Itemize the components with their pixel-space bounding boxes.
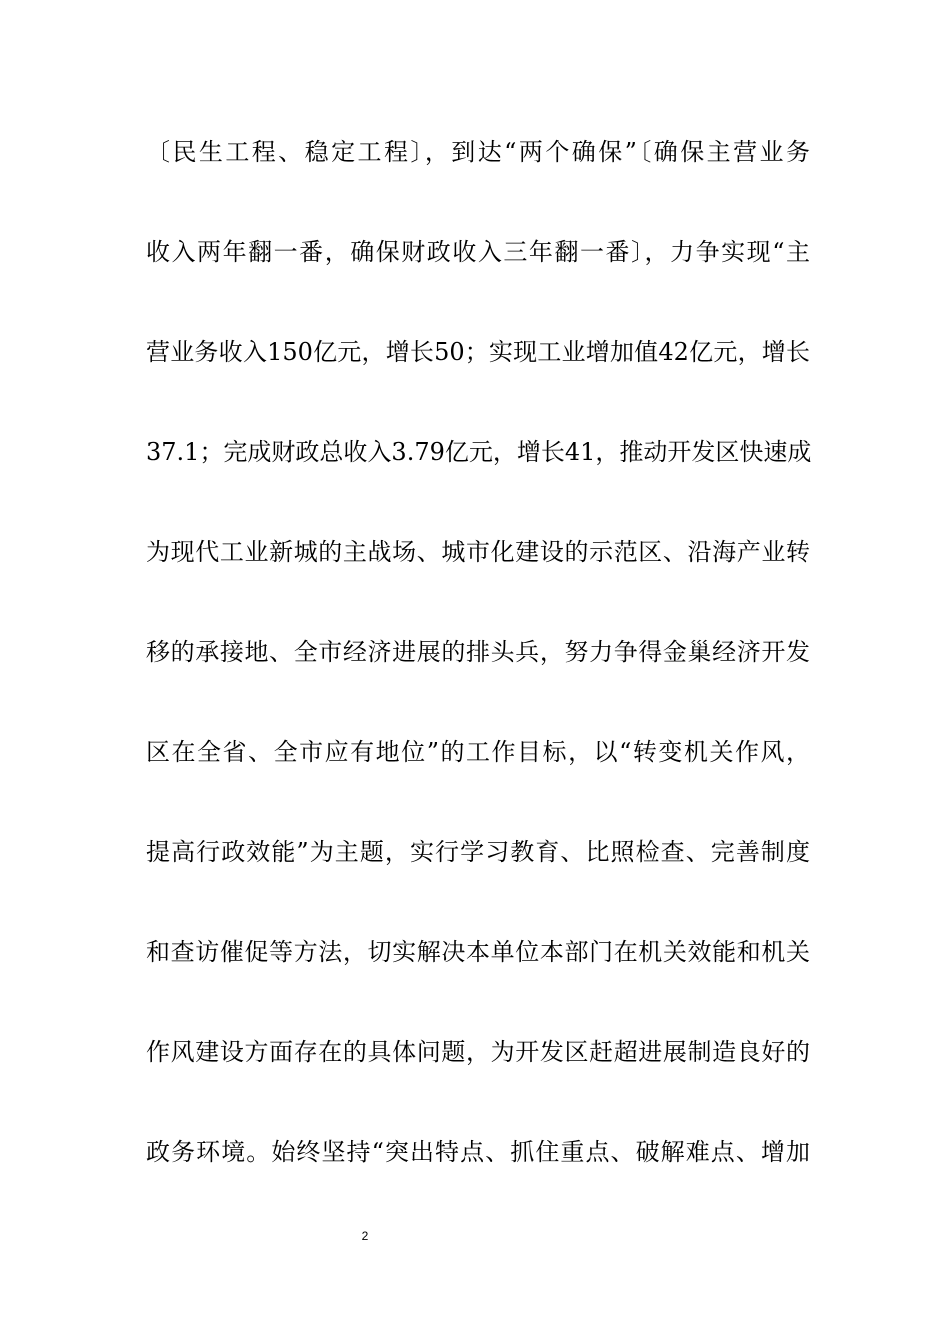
- text-line-11: 政务环境。始终坚持“突出特点、抓住重点、破解难点、增加: [146, 1138, 810, 1166]
- text-line-5: 为现代工业新城的主战场、城市化建设的示范区、沿海产业转: [146, 538, 810, 566]
- text-line-9: 和查访催促等方法，切实解决本单位本部门在机关效能和机关: [146, 938, 810, 966]
- text-line-7: 区在全省、全市应有地位”的工作目标，以“转变机关作风，: [146, 738, 810, 766]
- text-line-4: 37.1；完成财政总收入3.79亿元，增长41，推动开发区快速成: [146, 438, 812, 466]
- text-line-10: 作风建设方面存在的具体问题，为开发区赶超进展制造良好的: [146, 1038, 810, 1066]
- text-line-6: 移的承接地、全市经济进展的排头兵，努力争得金巢经济开发: [146, 638, 810, 666]
- text-line-8: 提高行政效能”为主题，实行学习教育、比照检查、完善制度: [146, 838, 810, 866]
- text-line-1: 〔民生工程、稳定工程〕，到达“两个确保”〔确保主营业务: [146, 138, 810, 166]
- text-line-2: 收入两年翻一番，确保财政收入三年翻一番〕，力争实现“主: [146, 238, 810, 266]
- body-paragraph: [146, 128, 810, 1228]
- page-number: 2: [361, 1229, 369, 1243]
- text-line-3: 营业务收入150亿元，增长50；实现工业增加值42亿元，增长: [146, 338, 810, 366]
